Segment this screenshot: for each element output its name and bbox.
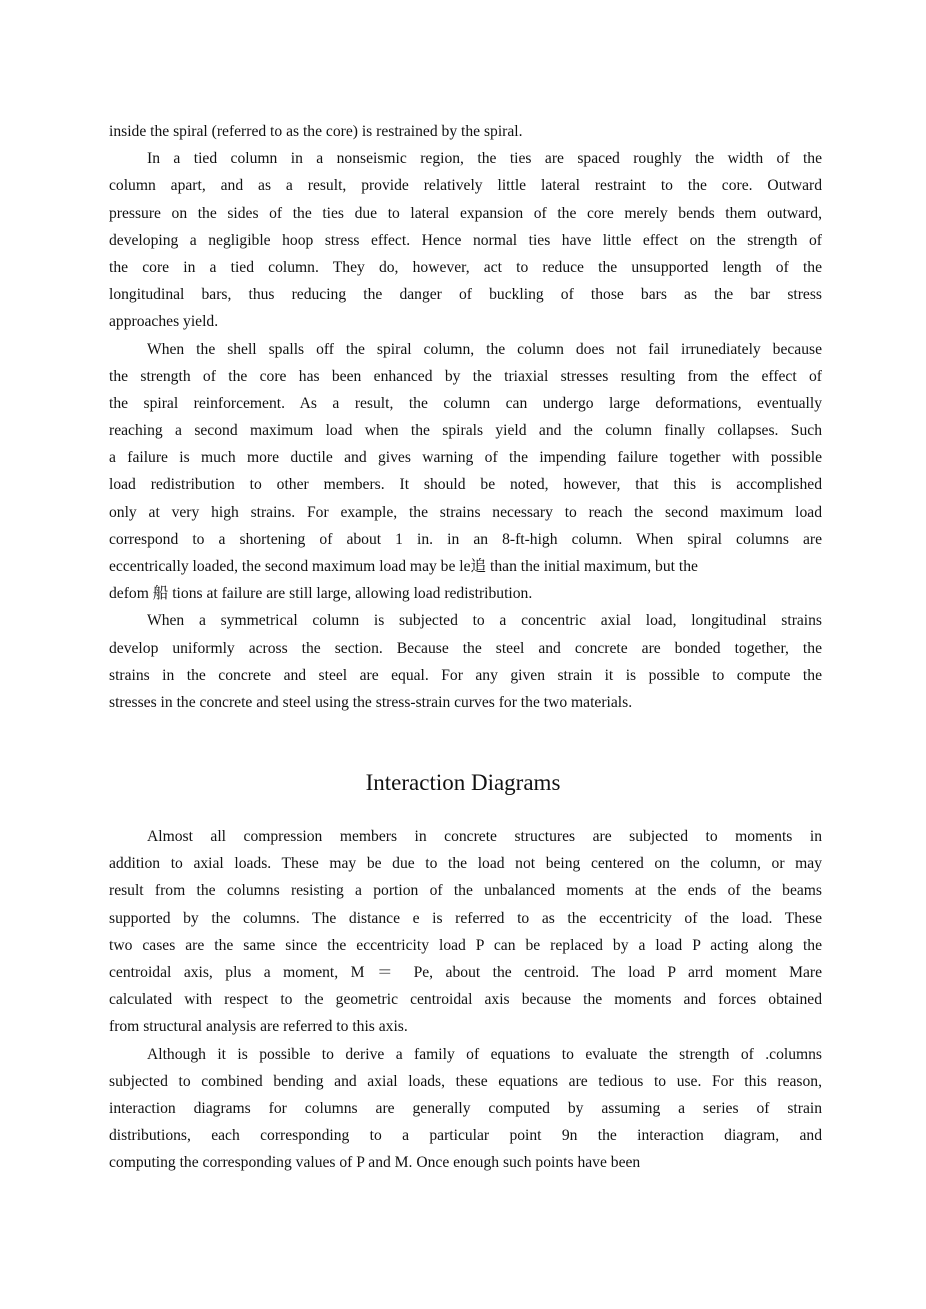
text-line: only at very high strains. For example, the strains necessary to reach the second maximum load: [109, 503, 822, 521]
text-line: calculated with respect to the geometric centroidal axis because the moments and forces obtained: [109, 991, 822, 1009]
text-line: computing the corresponding values of P and M. Once enough such points have been: [109, 1154, 641, 1172]
text-line: correspond to a shortening of about 1 in. in an 8-ft-high column. When spiral columns are: [109, 530, 822, 548]
text-line: stresses in the concrete and steel using the stress-strain curves for the two materials.: [109, 693, 633, 711]
text-line: eccentrically loaded, the second maximum load may be le追 than the initial maximum, but the: [109, 558, 698, 575]
text-line: addition to axial loads. These may be due to the load not being centered on the column, or may: [109, 855, 822, 873]
text-line: two cases are the same since the eccentricity load P can be replaced by a load P acting along the: [109, 936, 822, 954]
text-line: subjected to combined bending and axial loads, these equations are tedious to use. For this reason,: [109, 1072, 822, 1090]
text-line: from structural analysis are referred to this axis.: [109, 1018, 408, 1036]
text-line: inside the spiral (referred to as the core) is restrained by the spiral.: [109, 123, 523, 140]
paragraph-first-line: Although it is possible to derive a family of equations to evaluate the strength of .columns: [147, 1045, 822, 1063]
text-line: supported by the columns. The distance e is referred to as the eccentricity of the load. These: [109, 909, 822, 927]
text-line: defom 船 tions at failure are still large, allowing load redistribution.: [109, 585, 533, 603]
text-line: the strength of the core has been enhanced by the triaxial stresses resulting from the effect of: [109, 367, 822, 385]
text-line: developing a negligible hoop stress effect. Hence normal ties have little effect on the strength of: [109, 231, 822, 249]
section-heading: Interaction Diagrams: [365, 770, 561, 795]
text-line: a failure is much more ductile and gives warning of the impending failure together with possible: [109, 449, 822, 467]
text-line: column apart, and as a result, provide relatively little lateral restraint to the core. Outward: [109, 177, 822, 195]
text-line: the core in a tied column. They do, however, act to reduce the unsupported length of the: [109, 258, 822, 276]
paragraph-first-line: Almost all compression members in concrete structures are subjected to moments in: [147, 828, 822, 845]
text-line: longitudinal bars, thus reducing the danger of buckling of those bars as the bar stress: [109, 286, 822, 304]
text-line: distributions, each corresponding to a particular point 9n the interaction diagram, and: [109, 1127, 822, 1145]
text-line: result from the columns resisting a portion of the unbalanced moments at the ends of the beams: [109, 882, 822, 900]
text-line: develop uniformly across the section. Because the steel and concrete are bonded together, the: [109, 639, 822, 657]
text-line: load redistribution to other members. It should be noted, however, that this is accomplished: [109, 476, 822, 494]
text-line: approaches yield.: [109, 313, 219, 331]
body-text-section-2: [109, 823, 822, 1176]
text-line: interaction diagrams for columns are generally computed by assuming a series of strain: [109, 1099, 822, 1117]
text-line: the spiral reinforcement. As a result, the column can undergo large deformations, eventually: [109, 394, 822, 412]
paragraph-first-line: When the shell spalls off the spiral column, the column does not fail irrunediately because: [147, 340, 822, 358]
text-line: strains in the concrete and steel are equal. For any given strain it is possible to compute the: [109, 666, 822, 684]
body-text-section-1: [109, 118, 822, 716]
text-line: reaching a second maximum load when the spirals yield and the column finally collapses. Such: [109, 422, 822, 440]
text-line: centroidal axis, plus a moment, M ＝ Pe, about the centroid. The load P arrd moment Mare: [109, 963, 822, 981]
text-line: pressure on the sides of the ties due to lateral expansion of the core merely bends them outward,: [109, 204, 822, 222]
paragraph-first-line: When a symmetrical column is subjected to a concentric axial load, longitudinal strains: [147, 612, 822, 630]
paragraph-first-line: In a tied column in a nonseismic region, the ties are spaced roughly the width of the: [147, 150, 822, 168]
